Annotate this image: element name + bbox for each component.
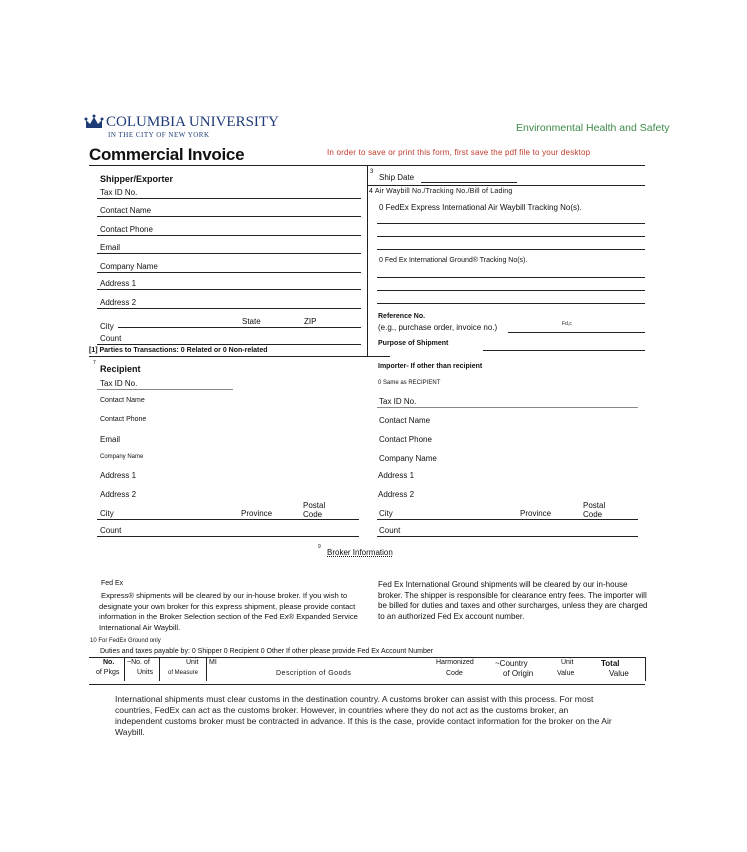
crown-icon (84, 114, 104, 130)
shipper-city-field[interactable] (118, 327, 361, 328)
col-unit-value-2: Value (557, 670, 575, 677)
logo-name: COLUMBIA UNIVERSITY (106, 114, 279, 130)
reference-field[interactable] (508, 332, 645, 333)
reference-mark: Fd,c (562, 321, 572, 327)
ground-only-label: 10 For FedEx Ground only (90, 638, 161, 644)
importer-company-label: Company Name (379, 454, 437, 463)
importer-tax-id-field[interactable] (377, 407, 638, 408)
col-harmonized-code: Harmonized (436, 659, 474, 666)
shipper-zip-label: ZIP (304, 317, 317, 326)
importer-tax-id-label: Tax ID No. (379, 397, 417, 406)
shipper-country-label: Count (100, 334, 122, 343)
shipper-address1-label: Address 1 (100, 279, 137, 288)
shipper-tax-id-field[interactable] (97, 198, 361, 199)
col-country-of-origin-2: of Origin (503, 669, 534, 678)
fedex-ground-option[interactable]: 0 Fed Ex International Ground® Tracking No(s). (379, 257, 528, 264)
col-country-of-origin: ~Country (495, 659, 528, 668)
importer-country-field[interactable] (377, 536, 638, 537)
customs-note: International shipments must clear customs in the destination country. A customs broker can assist with this process. For most countries, FedEx can act as the customs broker. However, in countries where they do not act as the customs broker, an independent customs broker must be contracted in advance. If this is the case, provide contact information for the broker on the Air Waybill. (115, 694, 612, 737)
importer-address1-label: Address 1 (378, 471, 415, 480)
col-description-mark: MI (209, 659, 217, 666)
col-total-value-2: Value (609, 669, 629, 678)
recipient-tax-id-label: Tax ID No. (100, 379, 138, 388)
shipper-contact-phone-label: Contact Phone (100, 225, 153, 234)
col-description: Description of Goods (276, 670, 352, 677)
broker-fedex-label: Fed Ex (101, 580, 124, 587)
shipper-address2-field[interactable] (97, 308, 361, 309)
recipient-country-field[interactable] (97, 536, 359, 537)
recipient-email-label: Email (100, 435, 121, 444)
shipper-contact-phone-field[interactable] (97, 235, 361, 236)
fedex-express-tracking-field-2[interactable] (377, 236, 645, 237)
fedex-express-option[interactable]: 0 FedEx Express International Air Waybill Tracking No(s). (379, 203, 582, 212)
broker-ground-text: Fed Ex International Ground shipments will be cleared by our in-house broker. The shipper is responsible for clearance entry fees. The importer will be billed for duties and taxes and other surcharges, unless they are charged to an authorized Fed Ex account number. (378, 580, 648, 621)
recipient-province-label: Province (241, 509, 273, 518)
shipper-heading: Shipper/Exporter (100, 174, 174, 184)
shipper-country-field[interactable] (97, 344, 361, 345)
recipient-city-label: City (100, 509, 114, 518)
col-unit-of-measure: Unit (186, 659, 199, 666)
fedex-ground-tracking-field-1[interactable] (377, 277, 645, 278)
department-label: Environmental Health and Safety (516, 122, 670, 134)
shipper-contact-name-label: Contact Name (100, 206, 152, 215)
shipper-company-field[interactable] (97, 272, 361, 273)
col-no-of-units-2: Units (137, 669, 153, 676)
shipper-city-label: City (100, 322, 114, 331)
recipient-country-label: Count (100, 526, 122, 535)
fedex-express-tracking-field-3[interactable] (377, 249, 645, 250)
ship-date-field[interactable] (421, 182, 517, 183)
importer-heading: Importer- If other than recipient (378, 363, 483, 370)
importer-province-label: Province (520, 509, 552, 518)
duties-payable[interactable]: Duties and taxes payable by: 0 Shipper 0 Recipient 0 Other If other please provide Fed Ex Account Number (100, 648, 434, 655)
fedex-express-tracking-field-1[interactable] (377, 223, 645, 224)
recipient-postal-label: Postal (303, 501, 326, 510)
fedex-ground-tracking-field-3[interactable] (377, 303, 645, 304)
ship-date-label: Ship Date (379, 173, 415, 182)
shipper-address1-field[interactable] (97, 289, 361, 290)
col-no-of-pkgs-2: of Pkgs (96, 669, 120, 676)
shipper-state-label: State (242, 317, 261, 326)
col-no-of-units: ~No. of (127, 659, 150, 666)
importer-same-option[interactable]: 0 Same as RECIPIENT (378, 380, 441, 386)
col-total-value: Total (601, 659, 620, 668)
recipient-contact-phone-label: Contact Phone (100, 416, 147, 423)
importer-city-label: City (379, 509, 393, 518)
awb-label: 4 Air Waybill No./Tracking No./Bill of Lading (369, 188, 513, 195)
importer-postal-label: Postal (583, 501, 606, 510)
shipper-email-label: Email (100, 243, 121, 252)
reference-example: (e.g., purchase order, invoice no.) (378, 323, 498, 332)
recipient-contact-name-label: Contact Name (100, 397, 145, 404)
shipper-company-label: Company Name (100, 262, 158, 271)
save-notice: In order to save or print this form, first save the pdf file to your desktop (327, 148, 591, 157)
recipient-postal-label-2: Code (303, 510, 323, 519)
importer-contact-name-label: Contact Name (379, 416, 431, 425)
recipient-tax-id-field[interactable] (97, 389, 233, 390)
importer-country-label: Count (379, 526, 401, 535)
broker-number: 9 (318, 544, 321, 550)
shipper-contact-name-field[interactable] (97, 216, 361, 217)
importer-city-field[interactable] (377, 519, 638, 520)
shipper-tax-id-label: Tax ID No. (100, 188, 138, 197)
reference-label: Reference No. (378, 313, 426, 320)
col-no-of-pkgs: No. (103, 659, 115, 666)
broker-express-text: Express® shipments will be cleared by our in-house broker. If you wish to designate your own broker for this express shipment, please provide contact information in the Broker Selection section of the Fed Ex® Expanded Service International Air Waybill. (99, 591, 358, 632)
fedex-ground-tracking-field-2[interactable] (377, 290, 645, 291)
col-harmonized-code-2: Code (446, 670, 463, 677)
broker-heading: Broker Information (327, 548, 393, 557)
col-unit-value: Unit (561, 659, 574, 666)
parties-to-transactions[interactable]: [1] Parties to Transactions: 0 Related or 0 Non-related (89, 347, 268, 354)
importer-address2-label: Address 2 (378, 490, 415, 499)
recipient-city-field[interactable] (97, 519, 359, 520)
page-title: Commercial Invoice (89, 145, 245, 164)
col-unit-of-measure-2: of Measure (168, 670, 199, 676)
shipper-email-field[interactable] (97, 253, 361, 254)
purpose-field[interactable] (483, 350, 645, 351)
logo-subtitle: IN THE CITY OF NEW YORK (108, 131, 210, 139)
purpose-label: Purpose of Shipment (378, 340, 449, 347)
importer-postal-label-2: Code (583, 510, 603, 519)
recipient-address1-label: Address 1 (100, 471, 137, 480)
recipient-heading: Recipient (100, 364, 141, 374)
recipient-company-label: Company Name (100, 454, 144, 460)
importer-contact-phone-label: Contact Phone (379, 435, 432, 444)
recipient-address2-label: Address 2 (100, 490, 137, 499)
shipper-address2-label: Address 2 (100, 298, 137, 307)
ship-date-number: 3 (370, 169, 374, 175)
recipient-number: 7 (93, 360, 96, 366)
